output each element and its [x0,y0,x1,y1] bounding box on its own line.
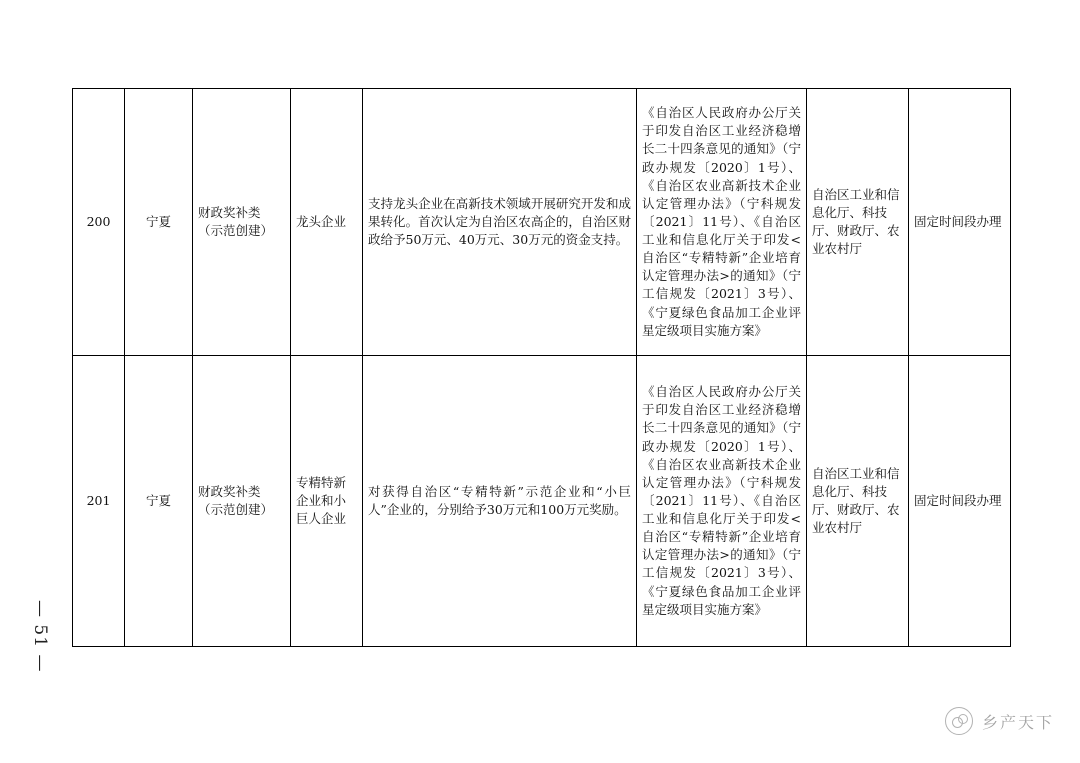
cell-target-object: 龙头企业 [291,89,363,356]
cell-policy-basis: 《自治区人民政府办公厅关于印发自治区工业经济稳增长二十四条意见的通知》（宁政办规发〔2020〕1号）、《自治区农业高新技术企业认定管理办法》（宁科规发〔2021〕11号）、《自治区工业和信息化厅关于印发<自治区“专精特新”企业培育认定管理办法>的通知》（宁工信规发〔2021〕3号）、《宁夏绿色食品加工企业评星定级项目实施方案》 [637,356,807,647]
cell-number: 201 [73,356,125,647]
table-row [73,89,1011,356]
cell-description: 对获得自治区“专精特新”示范企业和“小巨人”企业的，分别给予30万元和100万元奖励。 [363,356,637,647]
cell-region: 宁夏 [125,89,193,356]
watermark [945,707,1054,735]
watermark-label: 乡产天下 [981,712,1054,732]
cell-target-object: 专精特新企业和小巨人企业 [291,356,363,647]
table-row [73,356,1011,647]
cell-policy-type: 财政奖补类（示范创建） [193,356,291,647]
cell-department: 自治区工业和信息化厅、科技厅、财政厅、农业农村厅 [807,356,909,647]
cell-number: 200 [73,89,125,356]
wechat-account-logo-icon [945,707,973,735]
cell-policy-basis: 《自治区人民政府办公厅关于印发自治区工业经济稳增长二十四条意见的通知》（宁政办规发〔2020〕1号）、《自治区农业高新技术企业认定管理办法》（宁科规发〔2021〕11号）、《自治区工业和信息化厅关于印发<自治区“专精特新”企业培育认定管理办法>的通知》（宁工信规发〔2021〕3号）、《宁夏绿色食品加工企业评星定级项目实施方案》 [637,89,807,356]
cell-department: 自治区工业和信息化厅、科技厅、财政厅、农业农村厅 [807,89,909,356]
cell-processing-time: 固定时间段办理 [909,356,1011,647]
page-number: — 51 — [30,600,50,673]
cell-region: 宁夏 [125,356,193,647]
cell-policy-type: 财政奖补类（示范创建） [193,89,291,356]
cell-processing-time: 固定时间段办理 [909,89,1011,356]
cell-description: 支持龙头企业在高新技术领域开展研究开发和成果转化。首次认定为自治区农高企的，自治区财政给予50万元、40万元、30万元的资金支持。 [363,89,637,356]
policy-table [72,88,1011,647]
